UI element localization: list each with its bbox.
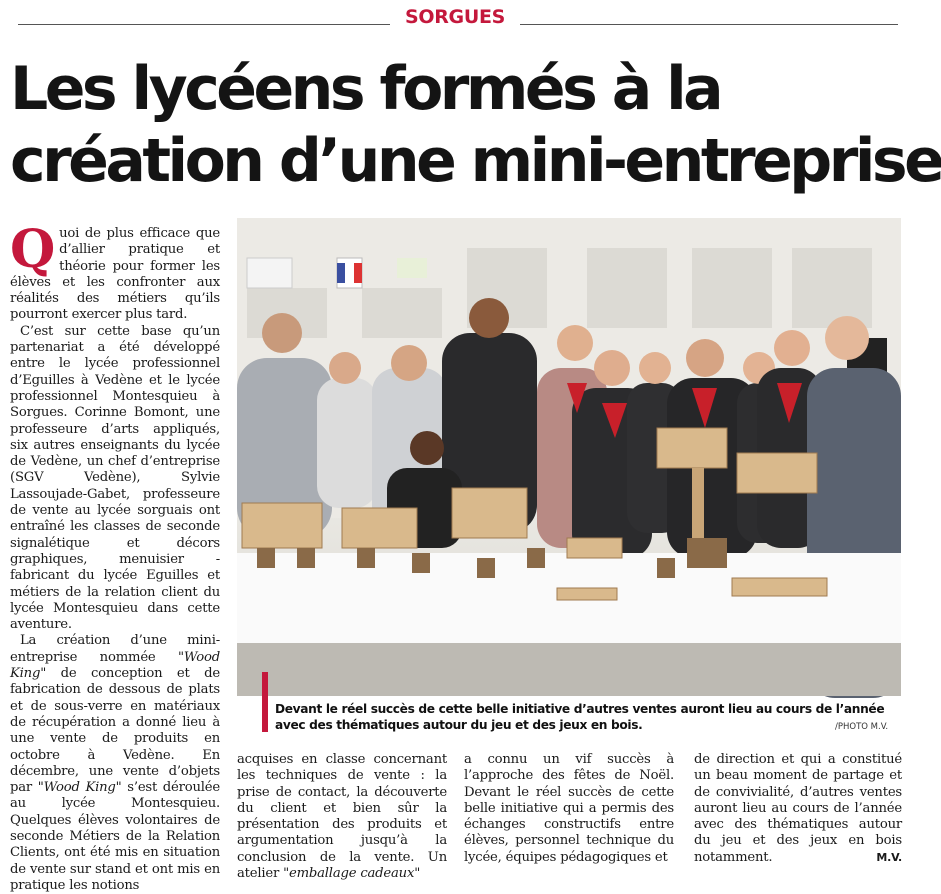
paragraph-3-text-c: s’est déroulée au lycée Montesquieu. Quelques élèves volontaires de seconde Métiers de la Relation Clients, ont été mis en situation de vente sur stand et ont mis en pratique les notions (10, 780, 221, 893)
article-column-3 (464, 752, 674, 878)
paragraph-3-text-a: La création d’une mini-entreprise nommée (10, 633, 220, 665)
photo-credit: /PHOTO M.V. (835, 722, 889, 732)
author-signature: M.V. (876, 850, 902, 864)
article-paragraph-2: C’est sur cette base qu’un partenariat a été développé entre le lycée professionnel d’Eguilles à Vedène et le lycée professionnel Montesquieu à Sorgues. Corinne Bomont, une professeure d’arts appliqués, six autres enseignants du lycée de Vedène, un chef d’entreprise (SGV Vedène), Sylvie Lassoujade-Gabet, professeure de vente au lycée sorguais ont entraîné les classes de seconde signalétique et décors graphiques, menuisier - fabricant du lycée Eguilles et métiers de la relation client du lycée Montesquieu dans cette aventure. (10, 323, 220, 633)
article-paragraph-1 (10, 219, 220, 324)
photo-caption: Devant le réel succès de cette belle initiative d’autres ventes auront lieu au cours de l’année avec des thématiques autour du jeu et des jeux en bois. (275, 702, 885, 732)
article-column-2 (237, 752, 447, 882)
paragraph-3-text-b: de conception et de fabrication de dessous de plats et de sous-verre en matériaux de récupération a donné lieu à une vente de produits en octobre à Vedène. En décembre, une vente d’objets par (10, 666, 220, 796)
article-column-1 (10, 219, 221, 893)
brand-name: "Wood King" (10, 649, 220, 682)
photo-illustration (237, 218, 901, 696)
column-2-text (237, 752, 447, 882)
column-3-text: a connu un vif succès à l’approche des fêtes de Noël. Devant le réel succès de cette belle initiative qui a permis des échanges constructifs entre élèves, personnel technique du lycée, équipes pédagogiques et (464, 752, 674, 865)
article-paragraph-3 (10, 633, 220, 894)
column-4-text-body: de direction et qui a constitué un beau moment de partage et de convivialité, d’autres ventes auront lieu au cours de l’année avec des thématiques autour du jeu et des jeux en bois notamment. (694, 752, 902, 865)
paragraph-1-text: uoi de plus efficace que d’allier pratique et théorie pour former les élèves et les confronter aux réalités des métiers qu’ils pourront exercer plus tard. (10, 226, 220, 323)
headline-line-2: création d’une mini-entreprise (10, 126, 941, 196)
caption-marker (262, 672, 268, 732)
article-column-4 (694, 752, 902, 878)
article-photo (237, 218, 901, 696)
column-4-text (694, 752, 902, 866)
section-rule-left (18, 24, 390, 25)
section-label: SORGUES (404, 6, 506, 28)
column-2-text-a: acquises en classe concernant les techniques de vente : la prise de contact, la découverte du client et bien sûr la présentation des produits et argumentation jusqu’à la conclusion de la vente. Un atelier (237, 752, 447, 882)
headline-line-1: Les lycéens formés à la (10, 54, 721, 124)
brand-name-2: "Wood King" (37, 780, 122, 796)
dropcap: Q (10, 219, 56, 280)
section-rule-right (520, 24, 898, 25)
workshop-name: "emballage cadeaux" (283, 866, 421, 882)
